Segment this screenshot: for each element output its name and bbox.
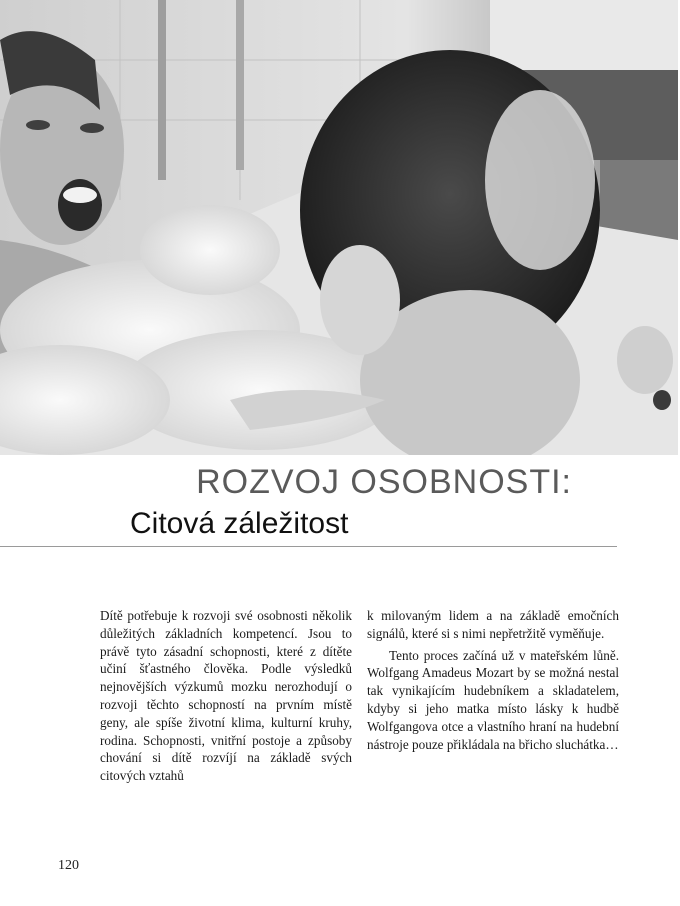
chapter-heading [0, 455, 680, 550]
paragraph-2: Tento proces začíná už v mateřském lůně. Wolfgang Amadeus Mozart by se možná nestal tak vynikajícím hudebníkem a skladatelem, kdyby si jeho matka místo lásky k hudbě Wolfgangova otce a vlastního hraní na hudební nástroje pouze přikládala na břicho sluchátka… [367, 647, 619, 752]
section-title: ROZVOJ OSOBNOSTI: [196, 463, 572, 501]
paragraph-1-continued: k milovaným lidem a na základě emočních signálů, které si s nimi nepřetržitě vyměňuje. [367, 608, 619, 641]
body-column-right [367, 607, 619, 753]
body-column-left [100, 607, 352, 785]
paragraph-1: Dítě potřebuje k rozvoji své osobnosti několik důležitých základních kompetencí. Jsou to právě tyto zásadní schopnosti, které z dítěte učiní šťastného člověka. Podle výsledků nejnovějších výzkumů mozku nerozhodují o rozvoji těchto schopností na prvním místě geny, ale spíše životní klima, kulturní kruhy, rodina. Schopnosti, vnitřní postoje a způsoby chování si dítě rozvíjí na základě svých citových vztahů [100, 608, 352, 784]
chapter-subtitle: Citová záležitost [130, 507, 349, 540]
page-number: 120 [58, 858, 79, 873]
heading-divider [0, 546, 617, 547]
